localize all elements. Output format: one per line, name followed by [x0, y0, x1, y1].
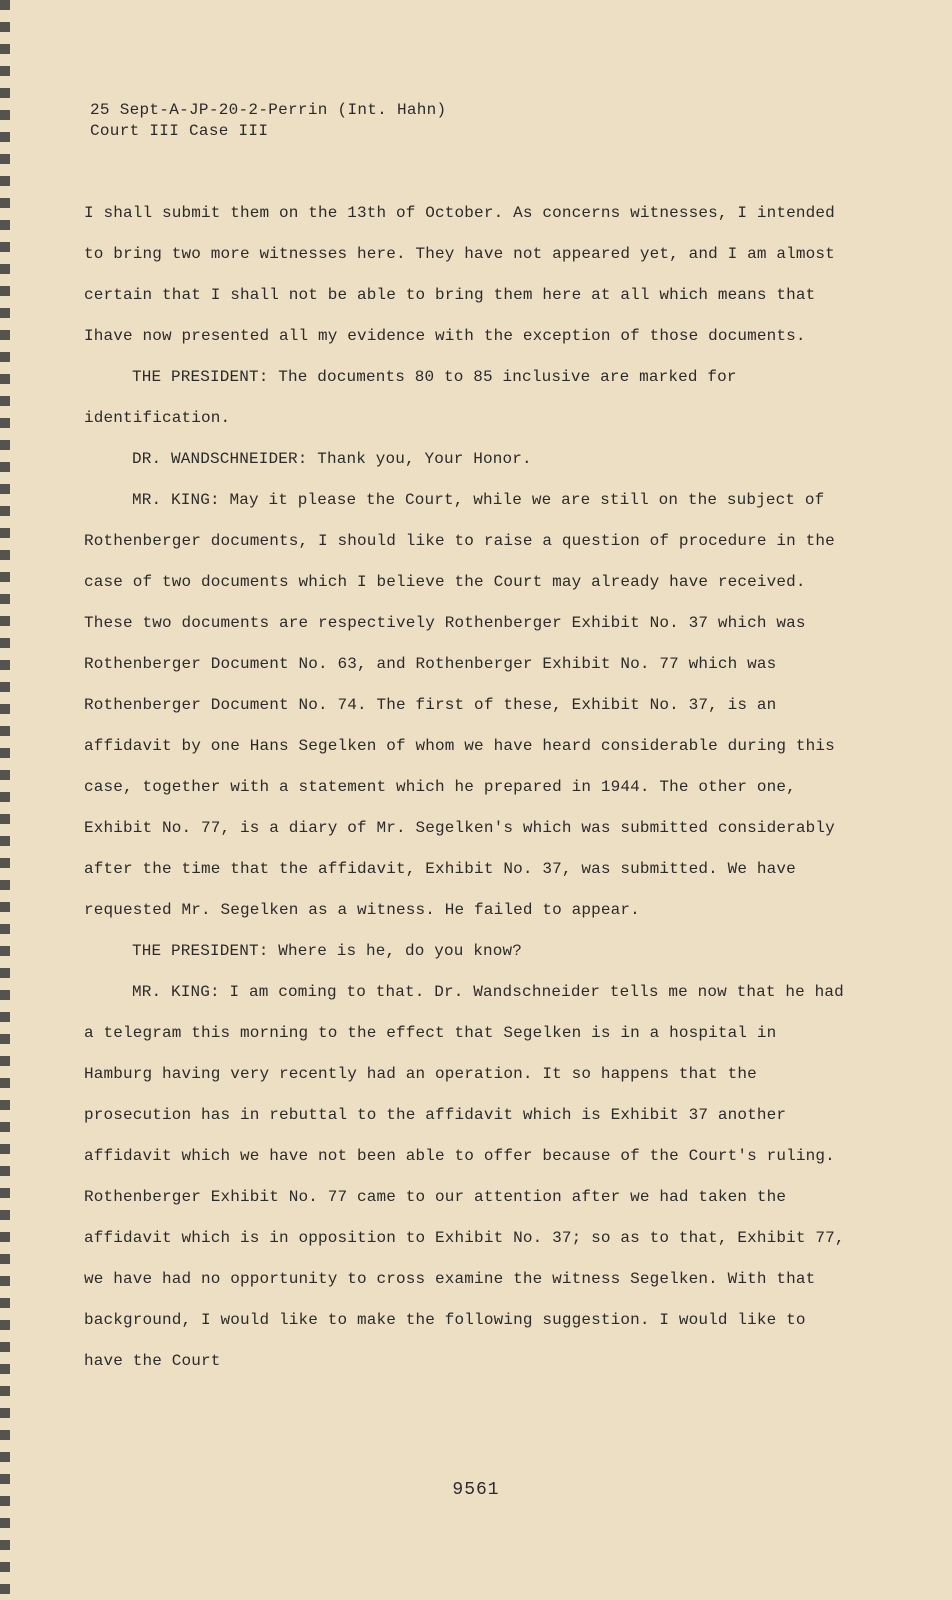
transcript-body	[84, 193, 854, 1382]
paragraph: DR. WANDSCHNEIDER: Thank you, Your Honor.	[132, 450, 532, 468]
document-header	[90, 100, 446, 142]
paragraph: THE PRESIDENT: Where is he, do you know?	[132, 942, 523, 960]
header-line-1: 25 Sept-A-JP-20-2-Perrin (Int. Hahn)	[90, 101, 447, 119]
paragraph: MR. KING: May it please the Court, while we are still on the subject of Rothenberger documents, I should like to raise a question of procedure in the case of two documents which I believe the Court may already have received. These two documents are respectively Rothenberger Exhibit No. 37 which was Rothenberger Document No. 63, and Rothenberger Exhibit No. 77 which was Rothenberger Document No. 74. The first of these, Exhibit No. 37, is an affidavit by one Hans Segelken of whom we have heard considerable during this case, together with a statement which he prepared in 1944. The other one, Exhibit No. 77, is a diary of Mr. Segelken's which was submitted considerably after the time that the affidavit, Exhibit No. 37, was submitted. We have requested Mr. Segelken as a witness. He failed to appear.	[84, 491, 835, 919]
header-line-2: Court III Case III	[90, 122, 269, 140]
paragraph: MR. KING: I am coming to that. Dr. Wandschneider tells me now that he had a telegram this morning to the effect that Segelken is in a hospital in Hamburg having very recently had an operation. It so happens that the prosecution has in rebuttal to the affidavit which is Exhibit 37 another affidavit which we have not been able to offer because of the Court's ruling. Rothenberger Exhibit No. 77 came to our attention after we had taken the affidavit which is in opposition to Exhibit No. 37; so as to that, Exhibit 77, we have had no opportunity to cross examine the witness Segelken. With that background, I would like to make the following suggestion. I would like to have the Court	[84, 983, 845, 1370]
paragraph: THE PRESIDENT: The documents 80 to 85 inclusive are marked for identification.	[84, 368, 737, 427]
binding-holes	[0, 0, 10, 1600]
page-number: 9561	[452, 1480, 500, 1500]
paragraph: I shall submit them on the 13th of October. As concerns witnesses, I intended to bring two more witnesses here. They have not appeared yet, and I am almost certain that I shall not be able to bring them here at all which means that Ihave now presented all my evidence with the exception of those documents.	[84, 204, 835, 345]
